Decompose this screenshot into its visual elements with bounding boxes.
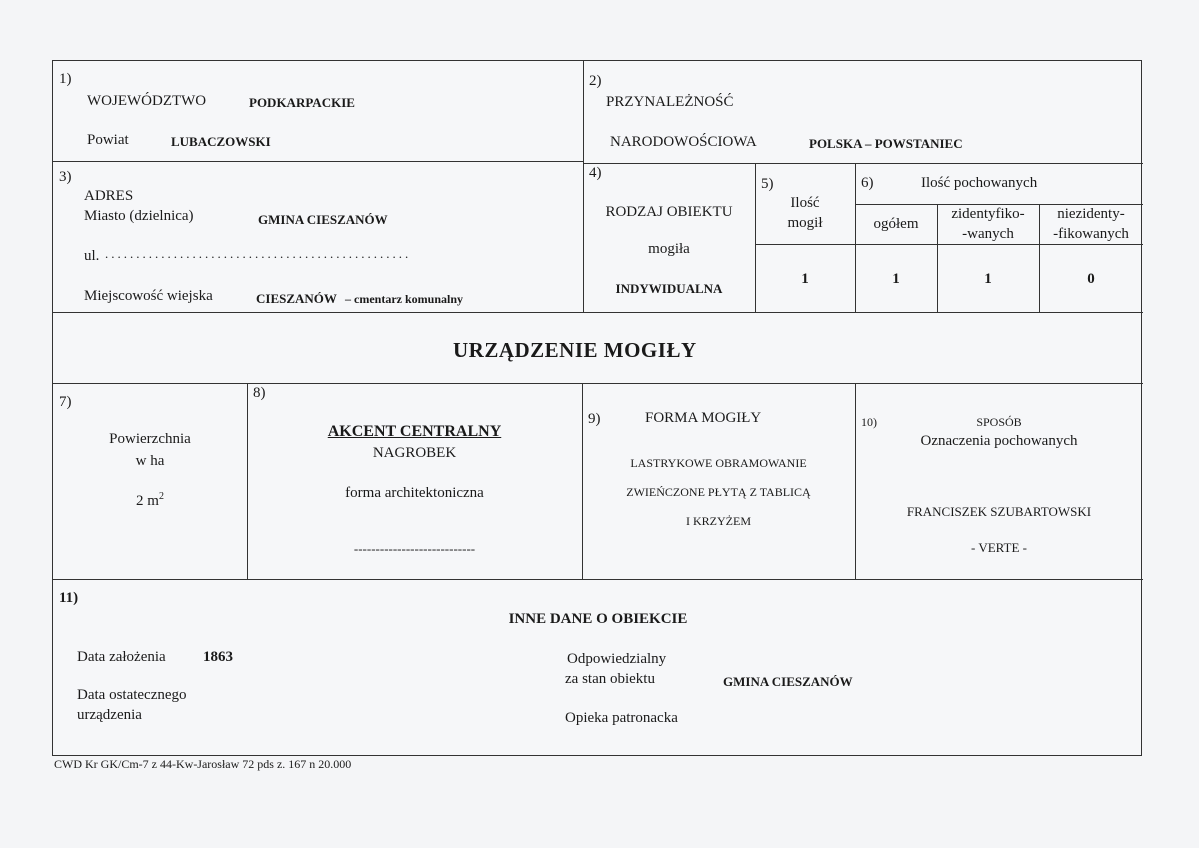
section-8-number: 8) bbox=[253, 385, 266, 401]
section-4-number: 4) bbox=[589, 165, 602, 181]
graves-count-label-line1: Ilość bbox=[790, 195, 820, 211]
buried-total-value: 1 bbox=[892, 271, 900, 287]
other-data-title: INNE DANE O OBIEKCIE bbox=[508, 611, 688, 627]
divider bbox=[855, 204, 1143, 205]
architectural-form-dashes: ---------------------------- bbox=[353, 541, 476, 556]
founding-date-value: 1863 bbox=[203, 649, 233, 665]
responsible-label-line1: Odpowiedzialny bbox=[567, 651, 667, 667]
section-9-number: 9) bbox=[588, 411, 601, 427]
area-label-line2: w ha bbox=[135, 453, 165, 469]
buried-unidentified-value: 0 bbox=[1087, 271, 1095, 287]
object-type-value: INDYWIDUALNA bbox=[615, 281, 723, 296]
area-label-line1: Powierzchnia bbox=[109, 431, 191, 447]
patronage-label: Opieka patronacka bbox=[565, 710, 678, 726]
graves-count-label-line2: mogił bbox=[787, 215, 823, 231]
city-label: Miasto (dzielnica) bbox=[84, 208, 194, 224]
architectural-form-label: forma architektoniczna bbox=[345, 485, 484, 501]
divider bbox=[53, 161, 583, 162]
object-type-label: RODZAJ OBIEKTU bbox=[605, 204, 733, 220]
street-dots: ................................................. bbox=[105, 246, 412, 261]
county-value: LUBACZOWSKI bbox=[171, 134, 271, 149]
nationality-label-line2: NARODOWOŚCIOWA bbox=[610, 134, 757, 150]
buried-unidentified-header-line2: -fikowanych bbox=[1053, 226, 1129, 242]
section-heading: URZĄDZENIE MOGIŁY bbox=[453, 338, 697, 362]
graves-count-value: 1 bbox=[801, 271, 809, 287]
section-2-number: 2) bbox=[589, 73, 602, 89]
village-suffix: – cmentarz komunalny bbox=[345, 292, 463, 306]
divider bbox=[755, 163, 756, 312]
city-value: GMINA CIESZANÓW bbox=[258, 212, 388, 227]
divider bbox=[53, 383, 1143, 384]
divider bbox=[53, 579, 1143, 580]
divider bbox=[583, 61, 584, 312]
grave-form-label: FORMA MOGIŁY bbox=[645, 410, 762, 426]
section-10-number: 10) bbox=[861, 415, 877, 429]
county-label: Powiat bbox=[87, 132, 129, 148]
final-arrangement-label-line1: Data ostatecznego bbox=[77, 687, 187, 703]
buried-identified-header-line2: -wanych bbox=[962, 226, 1014, 242]
nationality-label-line1: PRZYNALEŻNOŚĆ bbox=[606, 94, 734, 110]
voivodeship-value: PODKARPACKIE bbox=[249, 95, 355, 110]
section-7-number: 7) bbox=[59, 394, 72, 410]
area-value: 2 $m^2$ bbox=[136, 491, 164, 509]
section-11-number: 11) bbox=[59, 590, 79, 606]
marking-method-label-line1: SPOSÓB bbox=[976, 415, 1022, 429]
responsible-label-line2: za stan obiektu bbox=[565, 671, 655, 687]
section-3-number: 3) bbox=[59, 169, 72, 185]
central-accent-title: AKCENT CENTRALNY bbox=[327, 423, 502, 440]
buried-count-label: Ilość pochowanych bbox=[921, 175, 1038, 191]
buried-unidentified-header-line1: niezidenty- bbox=[1057, 206, 1125, 222]
village-label: Miejscowość wiejska bbox=[84, 288, 213, 304]
street-label: ul. bbox=[84, 248, 100, 264]
grave-form-line3: I KRZYŻEM bbox=[686, 514, 751, 528]
section-5-number: 5) bbox=[761, 176, 774, 192]
village-value: CIESZANÓW bbox=[256, 291, 337, 306]
final-arrangement-label-line2: urządzenia bbox=[77, 707, 142, 723]
buried-identified-header-line1: zidentyfiko- bbox=[951, 206, 1025, 222]
object-type-kind: mogiła bbox=[648, 241, 690, 257]
divider bbox=[582, 383, 583, 579]
central-accent-subtitle: NAGROBEK bbox=[372, 445, 457, 461]
divider bbox=[53, 312, 1143, 313]
buried-total-header: ogółem bbox=[873, 216, 919, 232]
section-6-number: 6) bbox=[861, 175, 874, 191]
grave-form-line2: ZWIEŃCZONE PŁYTĄ Z TABLICĄ bbox=[626, 485, 811, 499]
verte-note: - VERTE - bbox=[970, 540, 1028, 555]
grave-form-line1: LASTRYKOWE OBRAMOWANIE bbox=[630, 456, 807, 470]
responsible-value: GMINA CIESZANÓW bbox=[723, 674, 853, 689]
buried-identified-value: 1 bbox=[984, 271, 992, 287]
buried-name: FRANCISZEK SZUBARTOWSKI bbox=[906, 504, 1092, 519]
divider bbox=[855, 163, 856, 312]
grave-record-form bbox=[52, 60, 1142, 756]
nationality-value: POLSKA – POWSTANIEC bbox=[809, 136, 963, 151]
form-footer: CWD Kr GK/Cm-7 z 44-Kw-Jarosław 72 pds z. 167 n 20.000 bbox=[54, 757, 352, 771]
divider bbox=[755, 244, 1143, 245]
divider bbox=[583, 163, 1143, 164]
section-1-number: 1) bbox=[59, 71, 72, 87]
voivodeship-label: WOJEWÓDZTWO bbox=[87, 93, 207, 109]
marking-method-label-line2: Oznaczenia pochowanych bbox=[920, 433, 1078, 449]
address-label: ADRES bbox=[84, 188, 134, 204]
founding-date-label: Data założenia bbox=[77, 649, 166, 665]
